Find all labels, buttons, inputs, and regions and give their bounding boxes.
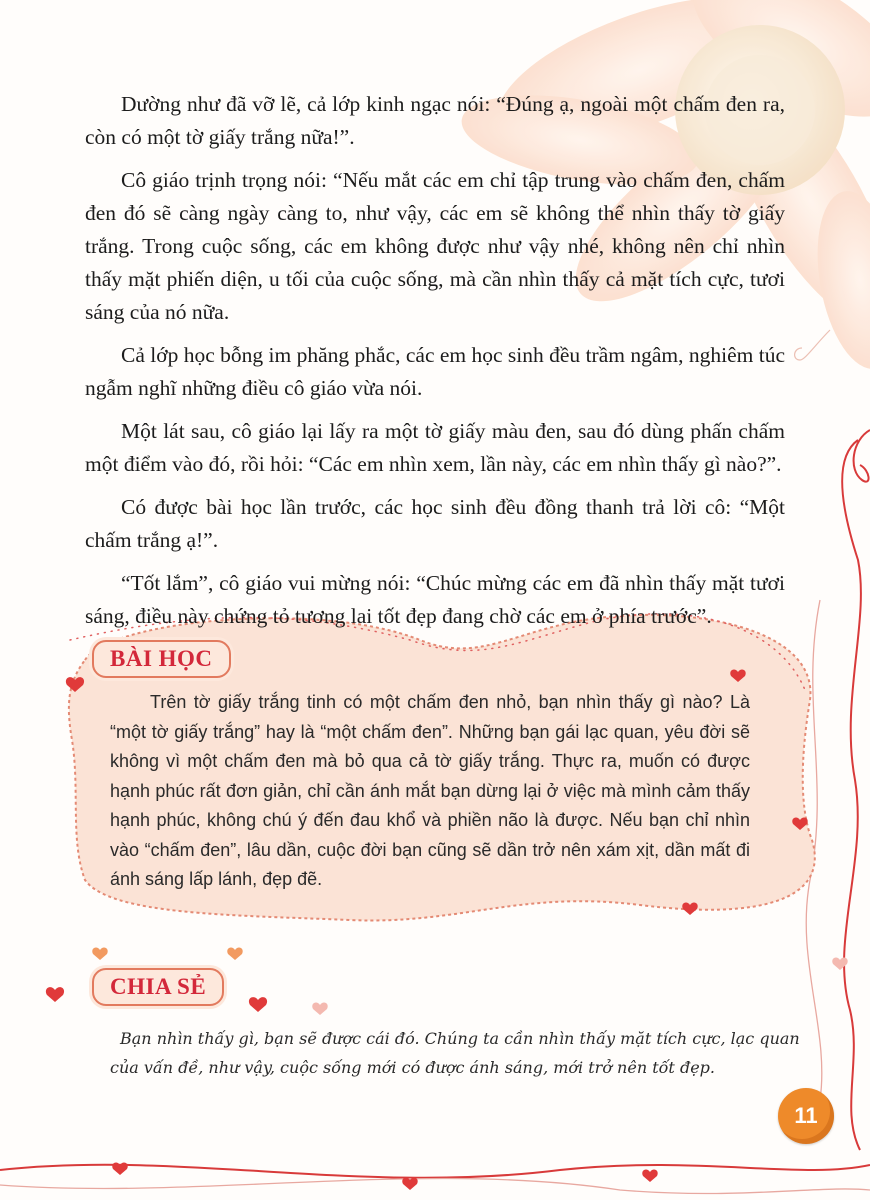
story-paragraph: Cô giáo trịnh trọng nói: “Nếu mắt các em chỉ tập trung vào chấm đen, chấm đen đó sẽ càng ngày càng to, như vậy, các em sẽ không thể nhìn thấy tờ giấy trắng. Trong cuộc sống, các em không được như vậy nhé, không nên chỉ nhìn thấy mặt phiến diện, u tối của cuộc sống, mà cần nhìn thấy cả mặt tích cực, tươi sáng của nó nữa. bbox=[85, 168, 785, 324]
share-text: Bạn nhìn thấy gì, bạn sẽ được cái đó. Chúng ta cần nhìn thấy mặt tích cực, lạc quan của vấn đề, như vậy, cuộc sống mới có được ánh sáng, mới trở nên tốt đẹp. bbox=[110, 1029, 800, 1077]
lesson-title: BÀI HỌC bbox=[92, 640, 231, 678]
share-title: CHIA SẺ bbox=[92, 968, 224, 1006]
lesson-text: Trên tờ giấy trắng tinh có một chấm đen nhỏ, bạn nhìn thấy gì nào? Là “một tờ giấy trắng” hay là “một chấm đen”. Những bạn gái lạc quan, yêu đời sẽ không vì một chấm đen mà bỏ qua cả tờ giấy trắng. Thực ra, muốn có được hạnh phúc rất đơn giản, chỉ cần ánh mắt bạn dừng lại ở việc mà mình cảm thấy hạnh phúc, không chú ý đến đau khổ và phiền não là được. Nếu bạn chỉ nhìn vào “chấm đen”, lâu dần, cuộc đời bạn cũng sẽ dần trở nên xám xịt, dần mất đi ánh sáng lấp lánh, đẹp đẽ. bbox=[110, 692, 750, 889]
story-paragraph: Có được bài học lần trước, các học sinh đều đồng thanh trả lời cô: “Một chấm trắng ạ!”. bbox=[85, 495, 785, 552]
story-paragraph: Một lát sau, cô giáo lại lấy ra một tờ giấy màu đen, sau đó dùng phấn chấm một điểm vào đó, rồi hỏi: “Các em nhìn xem, lần này, các em nhìn thấy gì nào?”. bbox=[85, 419, 785, 476]
story-paragraph: Dường như đã vỡ lẽ, cả lớp kinh ngạc nói: “Đúng ạ, ngoài một chấm đen ra, còn có một tờ giấy trắng nữa!”. bbox=[85, 92, 785, 149]
story-text bbox=[85, 88, 785, 643]
story-paragraph: Cả lớp học bỗng im phăng phắc, các em học sinh đều trầm ngâm, nghiêm túc ngẫm nghĩ những điều cô giáo vừa nói. bbox=[85, 343, 785, 400]
share-body bbox=[110, 1024, 800, 1082]
page-number-badge: 11 bbox=[778, 1088, 834, 1144]
story-paragraph: “Tốt lắm”, cô giáo vui mừng nói: “Chúc mừng các em đã nhìn thấy mặt tươi sáng, điều này chứng tỏ tương lai tốt đẹp đang chờ các em ở phía trước”. bbox=[85, 571, 785, 628]
lesson-body bbox=[110, 688, 750, 895]
